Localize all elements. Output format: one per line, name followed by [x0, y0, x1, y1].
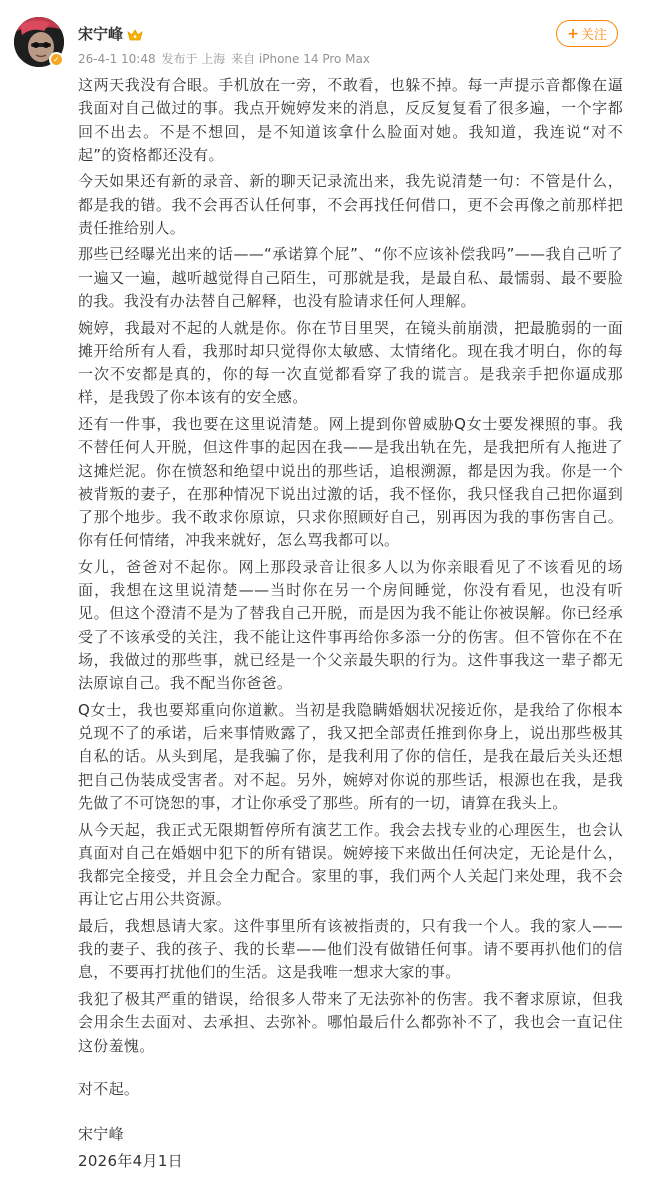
author-row — [78, 23, 143, 44]
signature-date: 2026年4月1日 — [78, 1151, 183, 1170]
author-name[interactable]: 宋宁峰 — [78, 25, 124, 43]
paragraph: 今天如果还有新的录音、新的聊天记录流出来，我先说清楚一句：不管是什么，都是我的错。我不会再否认任何事，不会再找任何借口，更不会再像之前那样把责任推给别人。 — [78, 172, 623, 237]
paragraph: 女儿，爸爸对不起你。网上那段录音让很多人以为你亲眼看见了不该看见的场面，我想在这里说清楚——当时你在另一个房间睡觉，你没有看见，也没有听见。但这个澄清不是为了替我自己开脱，而是因为我不能让你被误解。你已经承受了不该承受的关注，我不能让这件事再给你多添一分的伤害。但不管你在不在场，我做过的那些事，就已经是一个父亲最失职的行为。这件事我这一辈子都无法原谅自己。我不配当你爸爸。 — [78, 557, 623, 693]
post-device: 来自 iPhone 14 Pro Max — [231, 52, 370, 66]
follow-button[interactable] — [556, 20, 618, 47]
paragraph: 那些已经曝光出来的话——“承诺算个屁”、“你不应该补偿我吗”——我自己听了一遍又一遍，越听越觉得自己陌生，可那就是我，是最自私、最懦弱、最不要脸的我。我没有办法替自己解释，也没有脸请求任何人理解。 — [78, 245, 623, 311]
paragraph: 这两天我没有合眼。手机放在一旁，不敢看，也躲不掉。每一声提示音都像在逼我面对自己做过的事。我点开婉婷发来的消息，反反复复看了很多遍，一个字都回不出去。不是不想回，是不知道该拿什么脸面对她。我知道，我连说“对不起”的资格都还没有。 — [78, 76, 623, 164]
paragraph: 还有一件事，我也要在这里说清楚。网上提到你曾威胁Q女士要发裸照的事。我不替任何人开脱，但这件事的起因在我——是我出轨在先，是我把所有人拖进了这摊烂泥。你在愤怒和绝望中说出的那些话，追根溯源，都是因为我。你是一个被背叛的妻子，在那种情况下说出过激的话，我不怪你，我只怪我自己把你逼到了那个地步。我不敢求你原谅，只求你照顾好自己，别再因为我的事伤害自己。你有任何情绪，冲我来就好，怎么骂我都可以。 — [78, 414, 623, 550]
closing-line: 对不起。 — [78, 1079, 140, 1098]
post-meta — [78, 50, 372, 67]
verified-icon: ✓ — [49, 52, 64, 67]
post-location: 发布于 上海 — [161, 52, 226, 66]
post-time[interactable]: 26-4-1 10:48 — [78, 52, 156, 66]
paragraph: 我犯了极其严重的错误，给很多人带来了无法弥补的伤害。我不奢求原谅，但我会用余生去面对、去承担、去弥补。哪怕最后什么都弥补不了，我也会一直记住这份羞愧。 — [78, 989, 623, 1055]
post-content — [78, 74, 623, 1176]
follow-label: 关注 — [580, 28, 607, 43]
paragraph: Q女士，我也要郑重向你道歉。当初是我隐瞒婚姻状况接近你，是我给了你根本兑现不了的承诺，后来事情败露了，我又把全部责任推到你身上，说出那些极其自私的话。从头到尾，是我骗了你，是我利用了你的信任，是我在最后关头还想把自己伪装成受害者。对不起。另外，婉婷对你说的那些话，根源也在我，是我先做了不可饶恕的事，才让你承受了那些。所有的一切，请算在我头上。 — [78, 700, 623, 813]
paragraph: 最后，我想恳请大家。这件事里所有该被指责的，只有我一个人。我的家人——我的妻子、我的孩子、我的长辈——他们没有做错任何事。请不要再扒他们的信息，不要再打扰他们的生活。这是我唯一想求大家的事。 — [78, 916, 623, 982]
paragraph: 从今天起，我正式无限期暂停所有演艺工作。我会去找专业的心理医生，也会认真面对自己在婚姻中犯下的所有错误。婉婷接下来做出任何决定，无论是什么，我都完全接受，并且会全力配合。家里的事，我们两个人关起门来处理，我不会再让它占用公共资源。 — [78, 820, 623, 909]
paragraph: 婉婷，我最对不起的人就是你。你在节目里哭，在镜头前崩溃，把最脆弱的一面摊开给所有人看，我那时却只觉得你太敏感、太情绪化。现在我才明白，你的每一次不安都是真的，你的每一次直觉都看穿了我的谎言。是我亲手把你逼成那样，是我毁了你本该有的安全感。 — [78, 318, 623, 407]
signature-name: 宋宁峰 — [78, 1125, 124, 1144]
crown-icon — [127, 27, 143, 41]
plus-icon: + — [567, 25, 579, 42]
